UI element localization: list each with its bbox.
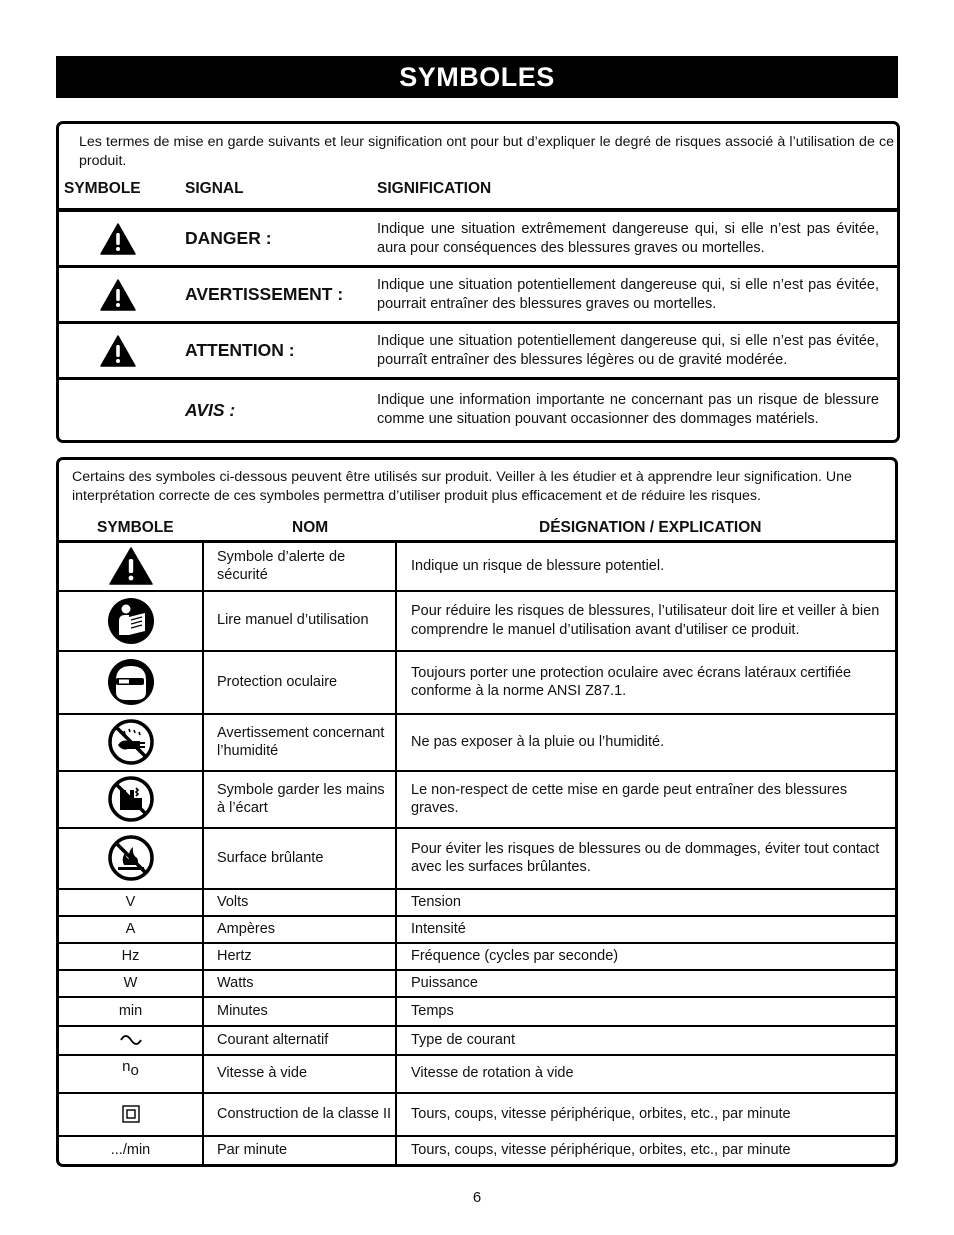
symbol-name: Symbole garder les mains à l’écart <box>203 771 396 828</box>
signal-label: DANGER : <box>177 210 377 267</box>
alert-triangle-icon <box>100 223 136 255</box>
signal-label: AVIS : <box>177 379 377 441</box>
symbol-glyph: .../min <box>59 1136 203 1165</box>
symbol-description: Indique un risque de blessure potentiel. <box>396 542 895 591</box>
symbol-name: Ampères <box>203 916 396 943</box>
symbol-name: Hertz <box>203 943 396 970</box>
header-symbole: SYMBOLE <box>97 519 174 536</box>
symbol-name: Volts <box>203 889 396 916</box>
signal-meaning: Indique une information importante ne concernant pas un risque de blessure comme une situation pouvant occasionner des dommages matériels. <box>377 379 897 441</box>
symbol-name: Watts <box>203 970 396 997</box>
table-row <box>59 771 895 828</box>
table-row <box>59 916 895 943</box>
header-symbole: SYMBOLE <box>64 180 141 197</box>
page-number: 6 <box>472 1189 482 1206</box>
symbol-description: Vitesse de rotation à vide <box>396 1055 895 1093</box>
symbol-name: Vitesse à vide <box>203 1055 396 1093</box>
symbol-description: Intensité <box>396 916 895 943</box>
symbol-description: Temps <box>396 997 895 1026</box>
symbol-glyph-subscript: o <box>130 1062 139 1080</box>
table-row <box>59 651 895 714</box>
table-row <box>59 943 895 970</box>
header-signification: SIGNIFICATION <box>377 180 492 197</box>
table-row <box>59 542 895 591</box>
page-title: SYMBOLES <box>399 62 555 92</box>
signal-words-box <box>56 121 900 443</box>
symbol-description: Fréquence (cycles par seconde) <box>396 943 895 970</box>
signal-row-avis <box>59 379 897 441</box>
symbol-description: Puissance <box>396 970 895 997</box>
alternating-current-icon <box>120 1033 142 1047</box>
symbol-glyph: Hz <box>59 943 203 970</box>
keep-hands-away-icon <box>108 776 154 822</box>
class-ii-construction-icon <box>122 1105 140 1123</box>
alert-triangle-icon <box>100 279 136 311</box>
signal-label: ATTENTION : <box>177 323 377 379</box>
table-row <box>59 1093 895 1136</box>
table-row <box>59 889 895 916</box>
symbol-description: Tension <box>396 889 895 916</box>
signal-row-attention <box>59 323 897 379</box>
symbol-glyph: W <box>59 970 203 997</box>
table-row <box>59 591 895 651</box>
table-row <box>59 1026 895 1055</box>
symbol-glyph: A <box>59 916 203 943</box>
header-signal: SIGNAL <box>185 180 244 197</box>
symbol-name: Lire manuel d’utilisation <box>203 591 396 651</box>
hot-surface-icon <box>108 835 154 881</box>
header-designation: DÉSIGNATION / EXPLICATION <box>539 519 762 536</box>
table-row <box>59 1055 895 1093</box>
signal-meaning: Indique une situation potentiellement dangereuse qui, si elle n’est pas évitée, pourrait entraîner des blessures graves ou mortelles. <box>377 267 897 323</box>
symbol-glyph: min <box>59 997 203 1026</box>
symbol-description: Tours, coups, vitesse périphérique, orbites, etc., par minute <box>396 1136 895 1165</box>
symbol-name: Minutes <box>203 997 396 1026</box>
symbol-glyph: n <box>122 1058 131 1076</box>
symbols-intro: Certains des symboles ci-dessous peuvent être utilisés sur produit. Veiller à les étudier et à apprendre leur signification. Une interprétation correcte de ces symboles permettra d’utiliser produit plus efficacement et de réduire les risques. <box>72 469 852 504</box>
table-row <box>59 997 895 1026</box>
table-row <box>59 828 895 889</box>
signal-meaning: Indique une situation potentiellement dangereuse qui, si elle n’est pas évitée, pourraît entraîner des blessures légères ou de gravité modérée. <box>377 323 897 379</box>
symbols-table <box>59 540 895 1165</box>
eye-protection-icon <box>106 658 156 706</box>
symbol-name: Par minute <box>203 1136 396 1165</box>
signal-row-danger <box>59 210 897 267</box>
signal-intro: Les termes de mise en garde suivants et leur signification ont pour but d’expliquer le degré de risques associé à l’utilisation de ce produit. <box>79 134 894 169</box>
section-title-bar <box>56 56 898 98</box>
symbol-description: Ne pas exposer à la pluie ou l’humidité. <box>396 714 895 771</box>
signal-label: AVERTISSEMENT : <box>177 267 377 323</box>
table-row <box>59 970 895 997</box>
symbol-name: Construction de la classe II <box>203 1093 396 1136</box>
symbol-name: Surface brûlante <box>203 828 396 889</box>
signal-table <box>59 208 897 440</box>
symbol-description: Toujours porter une protection oculaire avec écrans latéraux certifiée conforme à la norme ANSI Z87.1. <box>396 651 895 714</box>
symbol-description: Pour réduire les risques de blessures, l’utilisateur doit lire et veiller à bien comprendre le manuel d’utilisation avant d’utiliser ce produit. <box>396 591 895 651</box>
symbol-description: Tours, coups, vitesse périphérique, orbites, etc., par minute <box>396 1093 895 1136</box>
symbol-description: Type de courant <box>396 1026 895 1055</box>
alert-triangle-icon <box>100 335 136 367</box>
read-manual-icon <box>107 597 155 645</box>
symbols-box <box>56 457 898 1167</box>
header-nom: NOM <box>292 519 329 536</box>
table-row <box>59 1136 895 1165</box>
symbol-name: Avertissement concernant l’humidité <box>203 714 396 771</box>
table-row <box>59 714 895 771</box>
symbol-name: Protection oculaire <box>203 651 396 714</box>
symbol-name: Courant alternatif <box>203 1026 396 1055</box>
symbol-description: Le non-respect de cette mise en garde peut entraîner des blessures graves. <box>396 771 895 828</box>
signal-row-avertissement <box>59 267 897 323</box>
safety-alert-icon <box>109 547 153 585</box>
wet-conditions-icon <box>108 719 154 765</box>
signal-meaning: Indique une situation extrêmement dangereuse qui, si elle n’est pas évitée, aura pour conséquences des blessures graves ou mortelles. <box>377 210 897 267</box>
symbol-description: Pour éviter les risques de blessures ou de dommages, éviter tout contact avec les surfaces brûlantes. <box>396 828 895 889</box>
symbol-glyph: V <box>59 889 203 916</box>
symbol-name: Symbole d’alerte de sécurité <box>203 542 396 591</box>
